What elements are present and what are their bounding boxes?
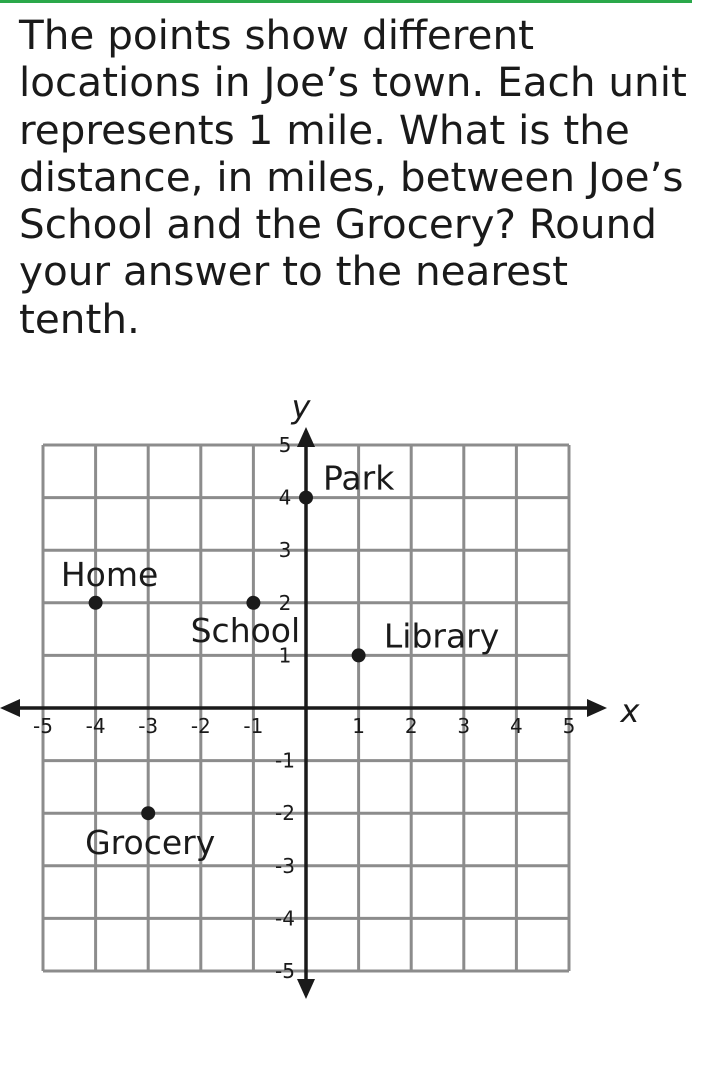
point-grocery: [141, 806, 155, 820]
x-tick-label: -4: [85, 714, 106, 738]
x-tick-label: 2: [404, 714, 418, 738]
point-label-home: Home: [60, 554, 159, 594]
y-axis-arrow-up: [297, 427, 315, 447]
x-axis-arrow-right: [587, 699, 607, 717]
y-tick-label: -4: [275, 906, 295, 931]
point-label-grocery: Grocery: [85, 823, 216, 863]
y-tick-label: -1: [275, 748, 295, 773]
point-home: [89, 596, 103, 610]
point-label-school: School: [190, 610, 301, 650]
y-tick-label: -3: [275, 853, 295, 878]
x-axis-label: x: [620, 692, 640, 730]
x-tick-label: 4: [510, 714, 523, 738]
x-tick-label: 5: [562, 714, 576, 738]
y-axis-arrow-down: [297, 979, 315, 999]
point-school: [246, 596, 260, 610]
y-tick-label: 3: [278, 538, 292, 563]
point-label-park: Park: [323, 458, 395, 498]
x-tick-label: -1: [243, 714, 264, 738]
point-park: [299, 491, 313, 505]
point-library: [352, 648, 366, 662]
y-tick-label: 4: [278, 485, 292, 510]
question-text: The points show different locations in Joe’s town. Each unit represents 1 mile. What is the distance, in miles, between Joe’s School and the Grocery? Round your answer to the nearest tenth.: [19, 11, 687, 343]
x-axis-arrow-left: [0, 699, 20, 717]
y-tick-label: 5: [278, 433, 292, 457]
y-axis-label: y: [291, 388, 311, 426]
y-tick-label: 1: [278, 643, 292, 668]
y-tick-label: 2: [278, 590, 292, 615]
x-tick-label: -5: [33, 714, 53, 738]
x-tick-label: 1: [352, 714, 365, 738]
point-label-library: Library: [383, 616, 500, 656]
x-tick-label: -3: [138, 714, 159, 738]
x-tick-label: 3: [457, 714, 471, 738]
y-tick-label: -2: [275, 801, 295, 826]
y-tick-label: -5: [275, 959, 295, 983]
x-tick-label: -2: [190, 714, 211, 738]
